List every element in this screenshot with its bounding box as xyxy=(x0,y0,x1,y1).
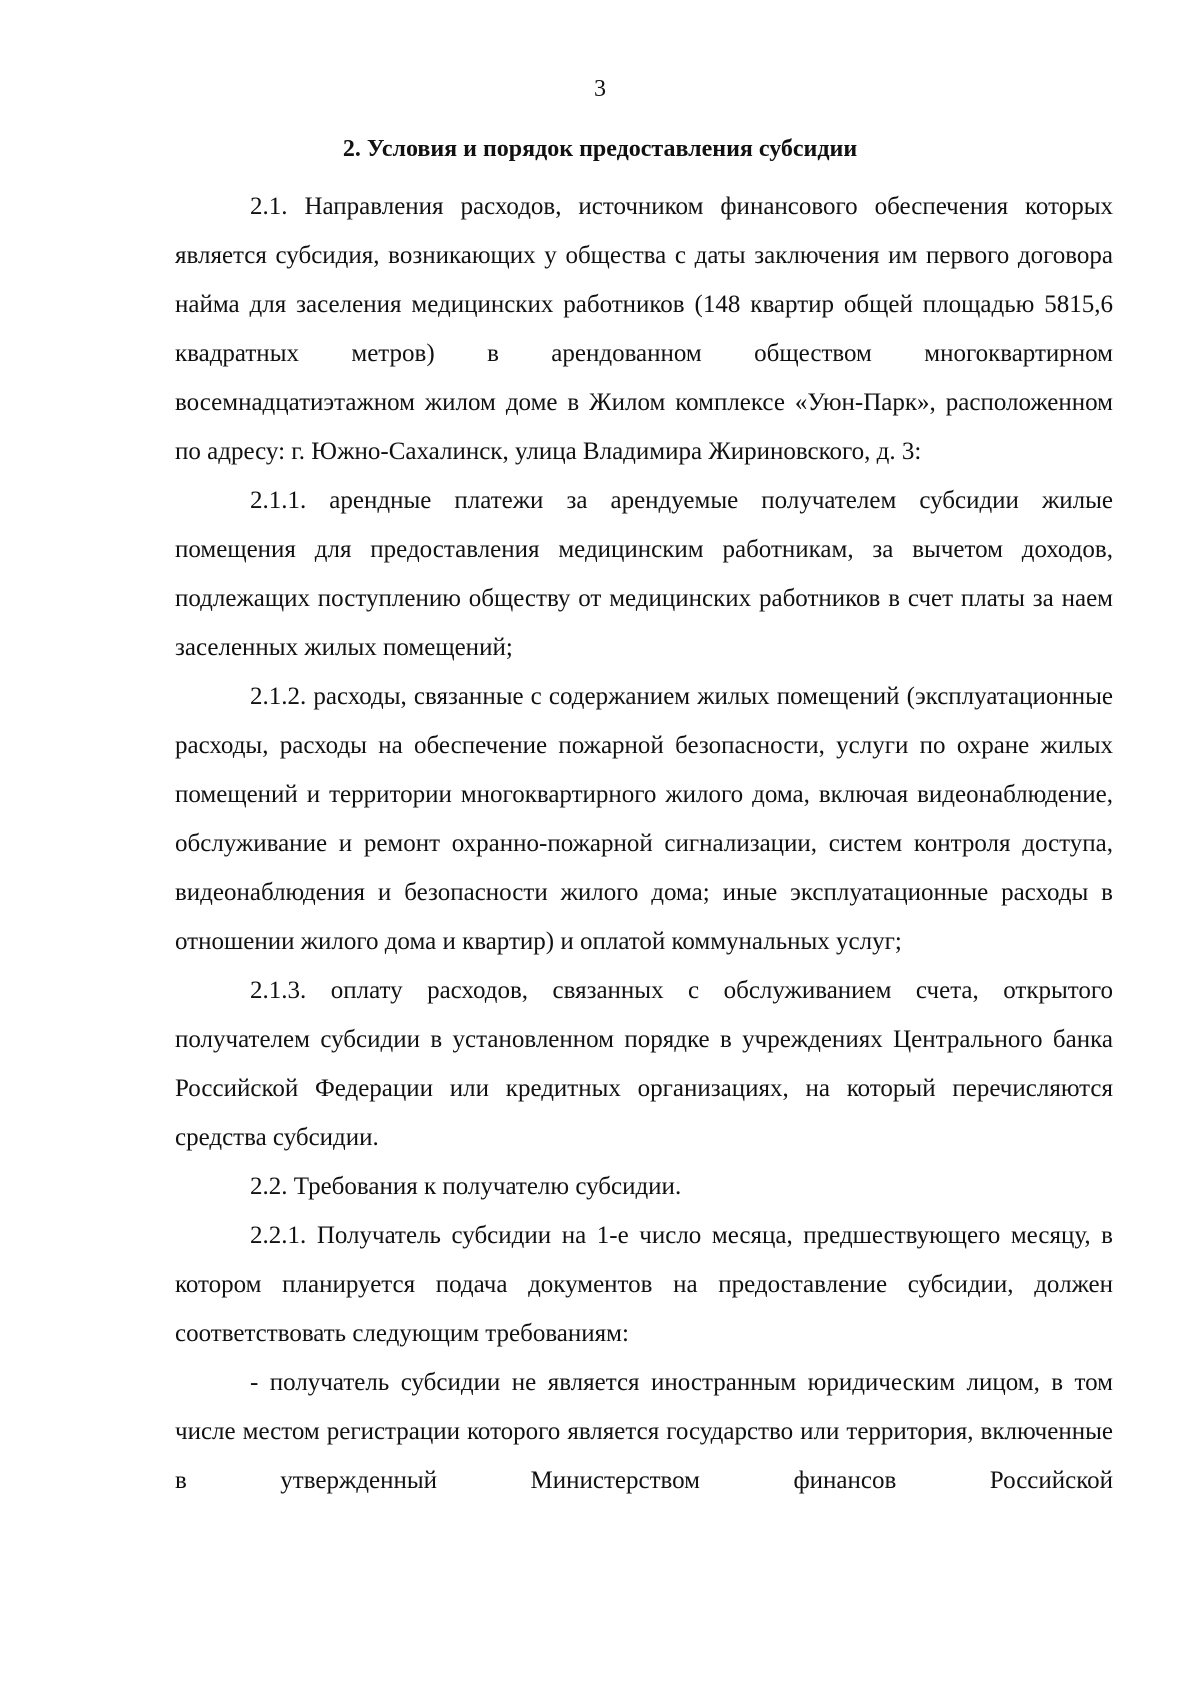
paragraph-2-1-1: 2.1.1. арендные платежи за арендуемые получателем субсидии жилые помещения для предоставления медицинским работникам, за вычетом доходов, подлежащих поступлению обществу от медицинских работников в счет платы за наем заселенных жилых помещений; xyxy=(175,487,1113,661)
paragraph-2-2: 2.2. Требования к получателю субсидии. xyxy=(250,1173,682,1200)
paragraph-2-1: 2.1. Направления расходов, источником финансового обеспечения которых является субсидия, возникающих у общества с даты заключения им первого договора найма для заселения медицинских работников (148 квартир общей площадью 5815,6 квадратных метров) в арендованном обществом многоквартирном восемнадцатиэтажном жилом доме в Жилом комплексе «Уюн-Парк», расположенном по адресу: г. Южно-Сахалинск, улица Владимира Жириновского, д. 3: xyxy=(175,193,1113,465)
paragraph-2-2-1: 2.2.1. Получатель субсидии на 1-е число месяца, предшествующего месяцу, в котором планируется подача документов на предоставление субсидии, должен соответствовать следующим требованиям: xyxy=(175,1222,1113,1347)
paragraph-2-1-3: 2.1.3. оплату расходов, связанных с обслуживанием счета, открытого получателем субсидии в установленном порядке в учреждениях Центрального банка Российской Федерации или кредитных организациях, на который перечисляются средства субсидии. xyxy=(175,977,1113,1151)
paragraph-requirement-foreign-entity: - получатель субсидии не является иностранным юридическим лицом, в том числе местом регистрации которого является государство или территория, включенные в утвержденный Министерством финансов Российской xyxy=(175,1369,1113,1494)
paragraph-2-1-2: 2.1.2. расходы, связанные с содержанием жилых помещений (эксплуатационные расходы, расходы на обеспечение пожарной безопасности, услуги по охране жилых помещений и территории многоквартирного жилого дома, включая видеонаблюдение, обслуживание и ремонт охранно-пожарной сигнализации, систем контроля доступа, видеонаблюдения и безопасности жилого дома; иные эксплуатационные расходы в отношении жилого дома и квартир) и оплатой коммунальных услуг; xyxy=(175,683,1113,955)
section-title: 2. Условия и порядок предоставления субсидии xyxy=(342,136,858,162)
page-number: 3 xyxy=(594,76,606,102)
document-body xyxy=(175,182,1113,1505)
